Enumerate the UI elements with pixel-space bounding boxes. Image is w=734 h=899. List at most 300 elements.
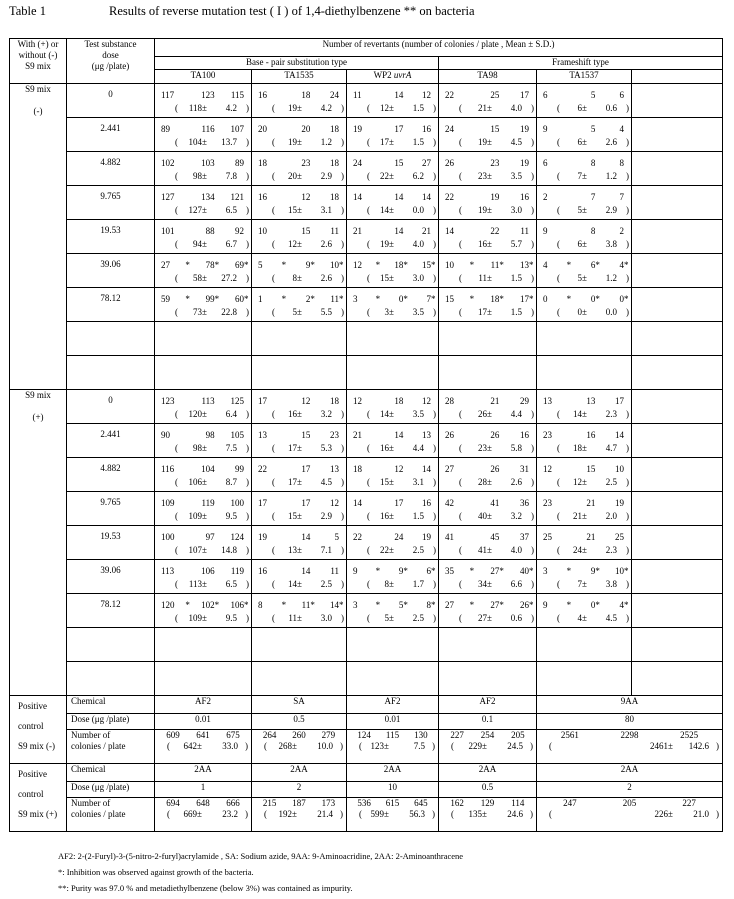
table-row (10, 152, 723, 186)
plate-count: 13 (330, 464, 340, 474)
plate-count: 17 (258, 498, 267, 508)
revertant-cell (537, 560, 632, 594)
plate-counts (252, 220, 346, 237)
sd-value: 3.8 (605, 579, 617, 589)
sd-value: 2.3 (605, 409, 617, 419)
mean-value: 15 (288, 205, 298, 215)
plate-count: 264 (262, 730, 277, 740)
plate-count: 18 (330, 124, 340, 134)
sd-value: 7.5 (225, 443, 237, 453)
plate-count: 11 (330, 226, 340, 236)
plate-count: 12 (330, 498, 340, 508)
plate-counts (252, 424, 346, 441)
mean-value: 6 (577, 103, 583, 113)
plate-counts (252, 798, 346, 809)
mean-sd: ( 15 ± 2.9 ) (272, 511, 344, 521)
sd-value: 2.9 (320, 511, 332, 521)
plate-counts (252, 492, 346, 509)
plate-counts (155, 186, 251, 203)
plate-count: 26 (490, 464, 500, 474)
sd-value: 6.2 (412, 171, 424, 181)
positive-control-value: 1 (155, 782, 252, 798)
plate-count: 14 (301, 532, 311, 542)
mean-value: 4 (577, 613, 583, 623)
revertant-cell (537, 152, 632, 186)
plate-count: 27 (490, 566, 500, 576)
sd-value: 1.5 (510, 273, 522, 283)
revertant-cell (347, 84, 439, 118)
plate-counts (439, 594, 536, 611)
revertant-cell (347, 254, 439, 288)
plate-count: 12 (301, 192, 311, 202)
positive-control-value (347, 730, 439, 764)
mean-value: 16 (380, 443, 390, 453)
plate-count: 205 (511, 730, 525, 740)
revertant-cell (347, 662, 439, 696)
positive-control-sublabel: Chemical (67, 696, 155, 714)
plate-counts (155, 254, 251, 271)
plate-count: 18 (330, 192, 340, 202)
inhibition-mark: * (185, 260, 190, 270)
mean-sd: ( 0 ± 0.0 ) (557, 307, 629, 317)
sd-value: 4.0 (510, 545, 522, 555)
plate-count: 9 (353, 566, 358, 576)
empty-cell (632, 288, 723, 322)
revertant-cell (537, 322, 632, 356)
table-row (10, 322, 723, 356)
revertant-cell (537, 594, 632, 628)
plate-count: 536 (357, 798, 371, 808)
revertant-cell (155, 390, 252, 424)
plate-counts (347, 118, 438, 135)
plate-count: 17 (301, 464, 311, 474)
mean-value: 8 (292, 273, 298, 283)
sd-value: 22.8 (221, 307, 237, 317)
plate-count: 4 (619, 600, 625, 610)
sd-value: 2.0 (605, 511, 617, 521)
sd-value: 3.1 (320, 205, 332, 215)
plate-count: 8 (619, 158, 625, 168)
inhibition-mark: * (243, 260, 249, 270)
plate-count: 0 (398, 294, 404, 304)
plate-count: 119 (230, 566, 244, 576)
sd-value: 9.5 (225, 613, 237, 623)
inhibition-mark: * (214, 600, 220, 610)
revertant-cell (155, 356, 252, 390)
footnote-purity: **: Purity was 97.0 % and metadiethylbenzene (below 3%) was contained as impurity. (58, 883, 353, 893)
positive-control-value: 2AA (155, 764, 252, 782)
mean-sd: ( 12 ± 2.5 ) (557, 477, 629, 487)
sd-value: 2.6 (605, 137, 617, 147)
mean-sd: ( 19 ± 4.2 ) (272, 103, 344, 113)
plate-count: 101 (161, 226, 175, 236)
revertant-cell (537, 84, 632, 118)
sd-value: 6.5 (225, 205, 237, 215)
table-row (10, 220, 723, 254)
mean-sd: ( 16 ± 4.4 ) (367, 443, 436, 453)
revertant-cell (439, 84, 537, 118)
plate-count: 18 (330, 158, 340, 168)
positive-control-value: AF2 (439, 696, 537, 714)
positive-control-label: Positive control S9 mix (-) (10, 696, 67, 764)
plate-count: 11 (520, 226, 530, 236)
revertant-cell (537, 458, 632, 492)
plate-count: 17 (301, 498, 311, 508)
plate-count: 205 (622, 798, 637, 808)
mean-sd: ( 7 ± 3.8 ) (557, 579, 629, 589)
positive-control-sublabel: Chemical (67, 764, 155, 782)
sd-value: 3.0 (412, 273, 424, 283)
mean-sd: ( 16 ± 3.2 ) (272, 409, 344, 419)
plate-count: 13 (520, 260, 530, 270)
inhibition-mark: * (624, 600, 629, 610)
footnotes (58, 848, 463, 896)
mean-sd: ( 58 ± 27.2 ) (175, 273, 249, 283)
revertant-cell (537, 390, 632, 424)
inhibition-mark: * (185, 600, 190, 610)
sd-value: 21.0 (693, 809, 709, 819)
plate-counts (347, 84, 438, 101)
mean-sd: ( 22 ± 6.2 ) (367, 171, 436, 181)
footnote-inhibition: *: Inhibition was observed against growth of the bacteria. (58, 867, 254, 877)
plate-count: 17 (520, 90, 530, 100)
empty-cell (632, 594, 723, 628)
revertant-cell (252, 560, 347, 594)
plate-counts (155, 390, 251, 407)
plate-counts (439, 390, 536, 407)
plate-count: 27 (490, 600, 500, 610)
plate-count: 36 (520, 498, 530, 508)
plate-counts (347, 560, 438, 577)
plate-count: 19 (258, 532, 267, 542)
plate-count: 124 (230, 532, 244, 542)
sd-value: 2.5 (412, 545, 424, 555)
plate-counts (537, 526, 631, 543)
revertant-cell (252, 628, 347, 662)
inhibition-mark: * (281, 600, 287, 610)
positive-control-value: 0.01 (155, 714, 252, 730)
plate-count: 16 (520, 192, 530, 202)
mean-value: 12 (288, 239, 298, 249)
plate-count: 99 (205, 294, 215, 304)
plate-count: 27 (422, 158, 432, 168)
revertant-cell (347, 186, 439, 220)
positive-control-sublabel: Dose (μg /plate) (67, 782, 155, 798)
mean-value: 7 (577, 579, 583, 589)
plate-count: 25 (543, 532, 552, 542)
empty-cell (632, 152, 723, 186)
mean-sd: ( 41 ± 4.0 ) (459, 545, 534, 555)
mean-sd: ( 3 ± 3.5 ) (367, 307, 436, 317)
mean-sd: ( 94 ± 6.7 ) (175, 239, 249, 249)
mean-sd: ( 268 ± 10.0 ) (264, 741, 343, 751)
plate-count: 18 (301, 90, 311, 100)
revertant-cell (537, 662, 632, 696)
plate-count: 5 (258, 260, 263, 270)
plate-counts (252, 390, 346, 407)
table-row (10, 356, 723, 390)
positive-control-value: 80 (537, 714, 723, 730)
plate-count: 9 (590, 566, 596, 576)
plate-count: 41 (490, 498, 500, 508)
plate-count: 666 (226, 798, 240, 808)
mean-sd: ( 669 ± 23.2 ) (167, 809, 248, 819)
revertant-cell (347, 492, 439, 526)
mean-sd: ( 113 ± 6.5 ) (175, 579, 249, 589)
plate-count: 23 (543, 498, 552, 508)
plate-counts (252, 84, 346, 101)
plate-count: 0 (619, 294, 625, 304)
table-row (10, 254, 723, 288)
sd-value: 23.2 (222, 809, 238, 819)
plate-counts (537, 152, 631, 169)
revertant-cell (537, 186, 632, 220)
inhibition-mark: * (375, 600, 381, 610)
plate-count: 27 (445, 600, 454, 610)
plate-counts (439, 798, 536, 809)
positive-control-value: 0.1 (439, 714, 537, 730)
plate-count: 3 (353, 600, 358, 610)
plate-count: 14 (422, 464, 432, 474)
mean-sd: ( 15 ± 3.0 ) (367, 273, 436, 283)
plate-counts (439, 288, 536, 305)
revertant-cell (252, 254, 347, 288)
mean-value: 5 (384, 613, 390, 623)
revertant-cell (252, 424, 347, 458)
positive-control-value: 2AA (439, 764, 537, 782)
plate-count: 1 (258, 294, 263, 304)
plate-counts (252, 730, 346, 741)
plate-count: 5 (590, 124, 596, 134)
revertant-cell (439, 492, 537, 526)
mean-sd: ( 98 ± 7.5 ) (175, 443, 249, 453)
revertant-cell (347, 526, 439, 560)
inhibition-mark: * (529, 294, 534, 304)
revertant-cell (439, 628, 537, 662)
mean-sd: ( 14 ± 3.5 ) (367, 409, 436, 419)
sd-value: 5.5 (320, 307, 332, 317)
empty-cell (632, 220, 723, 254)
positive-control-value: 9AA (537, 696, 723, 714)
plate-counts (252, 186, 346, 203)
mean-sd: ( 15 ± 3.1 ) (272, 205, 344, 215)
mean-value: 109 (188, 613, 203, 623)
inhibition-mark: * (595, 260, 600, 270)
plate-count: 22 (445, 192, 454, 202)
plate-count: 15 (301, 430, 311, 440)
sd-value: 3.2 (510, 511, 522, 521)
plate-count: 187 (292, 798, 306, 808)
plate-counts (252, 118, 346, 135)
plate-counts (155, 492, 251, 509)
empty-cell (632, 526, 723, 560)
plate-count: 29 (520, 396, 530, 406)
revertant-cell (155, 152, 252, 186)
sd-value: 5.7 (510, 239, 522, 249)
mean-value: 109 (188, 511, 203, 521)
revertant-cell (155, 288, 252, 322)
sd-value: 5.8 (510, 443, 522, 453)
dose-cell: 78.12 (67, 594, 155, 628)
plate-counts (347, 458, 438, 475)
mean-sd: ( 8 ± 2.6 ) (272, 273, 344, 283)
dose-cell (67, 322, 155, 356)
plate-count: 124 (357, 730, 371, 740)
mean-sd: ( 192 ± 21.4 ) (264, 809, 343, 819)
mean-value: 73 (193, 307, 203, 317)
table-row (10, 390, 723, 424)
revertant-cell (347, 152, 439, 186)
positive-control-value (155, 798, 252, 832)
plate-count: 14 (353, 192, 362, 202)
plate-count: 12 (394, 464, 404, 474)
inhibition-mark: * (431, 600, 436, 610)
mean-sd: ( 17 ± 1.5 ) (367, 137, 436, 147)
mean-value: 19 (478, 137, 488, 147)
mean-sd: ( 109 ± 9.5 ) (175, 613, 249, 623)
mean-sd: ( 19 ± 1.2 ) (272, 137, 344, 147)
plate-count: 88 (205, 226, 215, 236)
table-title (9, 4, 475, 19)
sd-value: 10.0 (317, 741, 333, 751)
plate-counts (347, 526, 438, 543)
positive-control-value (155, 730, 252, 764)
revertant-cell (252, 322, 347, 356)
plate-counts (155, 84, 251, 101)
inhibition-mark: * (566, 260, 572, 270)
plate-counts (155, 798, 251, 809)
plate-count: 11 (301, 600, 311, 610)
plate-count: 641 (196, 730, 210, 740)
plate-count: 78 (205, 260, 215, 270)
sd-value: 3.0 (320, 613, 332, 623)
plate-count: 23 (490, 158, 500, 168)
plate-count: 0 (590, 600, 596, 610)
plate-counts (347, 730, 438, 741)
plate-count: 19 (520, 158, 530, 168)
sd-value: 4.5 (320, 477, 332, 487)
plate-count: 20 (258, 124, 267, 134)
plate-count: 254 (480, 730, 495, 740)
revertant-cell (347, 560, 439, 594)
plate-counts (537, 288, 631, 305)
plate-count: 21 (586, 498, 596, 508)
plate-count: 2561 (560, 730, 579, 740)
revertant-cell (252, 458, 347, 492)
plate-counts (537, 220, 631, 237)
mean-sd: ( 4 ± 4.5 ) (557, 613, 629, 623)
plate-counts (537, 84, 631, 101)
revertant-cell (252, 288, 347, 322)
plate-counts (155, 526, 251, 543)
plate-count: 14 (394, 90, 404, 100)
mean-sd: ( 17 ± 1.5 ) (459, 307, 534, 317)
mean-value: 23 (478, 443, 488, 453)
plate-count: 41 (445, 532, 454, 542)
inhibition-mark: * (431, 260, 436, 270)
header-test-substance-dose: Test substance dose (μg /plate) (67, 39, 155, 84)
sd-value: 27.2 (221, 273, 237, 283)
empty-cell (632, 662, 723, 696)
mean-sd: ( 98 ± 7.8 ) (175, 171, 249, 181)
sd-value: 4.7 (605, 443, 617, 453)
plate-counts (537, 254, 631, 271)
plate-count: 98 (205, 430, 215, 440)
mean-value: 15 (380, 273, 390, 283)
plate-count: 16 (258, 566, 267, 576)
revertant-cell (347, 220, 439, 254)
mean-sd: ( 226 ± 21.0 ) (549, 809, 719, 819)
revertant-cell (439, 390, 537, 424)
plate-counts (537, 390, 631, 407)
plate-count: 19 (353, 124, 362, 134)
plate-counts (347, 390, 438, 407)
sd-value: 3.5 (412, 409, 424, 419)
plate-count: 24 (394, 532, 404, 542)
plate-count: 645 (414, 798, 428, 808)
plate-count: 14 (394, 226, 404, 236)
mean-value: 226 (654, 809, 669, 819)
plate-count: 10 (258, 226, 267, 236)
revertant-cell (537, 356, 632, 390)
mean-sd: ( 17 ± 5.3 ) (272, 443, 344, 453)
mean-sd: ( 5 ± 5.5 ) (272, 307, 344, 317)
plate-count: 3 (353, 294, 358, 304)
plate-count: 15 (490, 124, 500, 134)
mean-value: 14 (380, 409, 390, 419)
table-row (10, 424, 723, 458)
sd-value: 4.0 (412, 239, 424, 249)
mean-sd: ( 28 ± 2.6 ) (459, 477, 534, 487)
plate-count: 26 (490, 430, 500, 440)
empty-cell (632, 628, 723, 662)
plate-count: 103 (201, 158, 215, 168)
mean-sd: ( 127 ± 6.5 ) (175, 205, 249, 215)
dose-cell (67, 628, 155, 662)
inhibition-mark: * (339, 294, 344, 304)
inhibition-mark: * (375, 566, 381, 576)
plate-count: 17 (615, 396, 625, 406)
empty-cell (632, 492, 723, 526)
plate-counts (347, 186, 438, 203)
revertant-cell (252, 356, 347, 390)
sd-value: 1.7 (412, 579, 424, 589)
mean-value: 24 (573, 545, 583, 555)
plate-counts (155, 152, 251, 169)
sd-value: 33.0 (222, 741, 238, 751)
plate-count: 19 (520, 124, 530, 134)
inhibition-mark: * (243, 600, 249, 610)
plate-count: 119 (201, 498, 215, 508)
plate-count: 6 (619, 90, 625, 100)
plate-count: 10 (330, 260, 340, 270)
inhibition-mark: * (595, 600, 600, 610)
mean-value: 34 (478, 579, 488, 589)
plate-count: 17 (394, 498, 404, 508)
revertant-cell (439, 356, 537, 390)
plate-count: 609 (166, 730, 180, 740)
plate-count: 27 (445, 464, 454, 474)
sd-value: 5.3 (320, 443, 332, 453)
positive-control-value: 2 (537, 782, 723, 798)
plate-counts (537, 492, 631, 509)
mean-value: 120 (188, 409, 203, 419)
plate-count: 7 (619, 192, 625, 202)
dose-cell: 9.765 (67, 186, 155, 220)
dose-cell: 0 (67, 84, 155, 118)
sd-value: 1.5 (412, 103, 424, 113)
mean-sd: ( 20 ± 2.9 ) (272, 171, 344, 181)
